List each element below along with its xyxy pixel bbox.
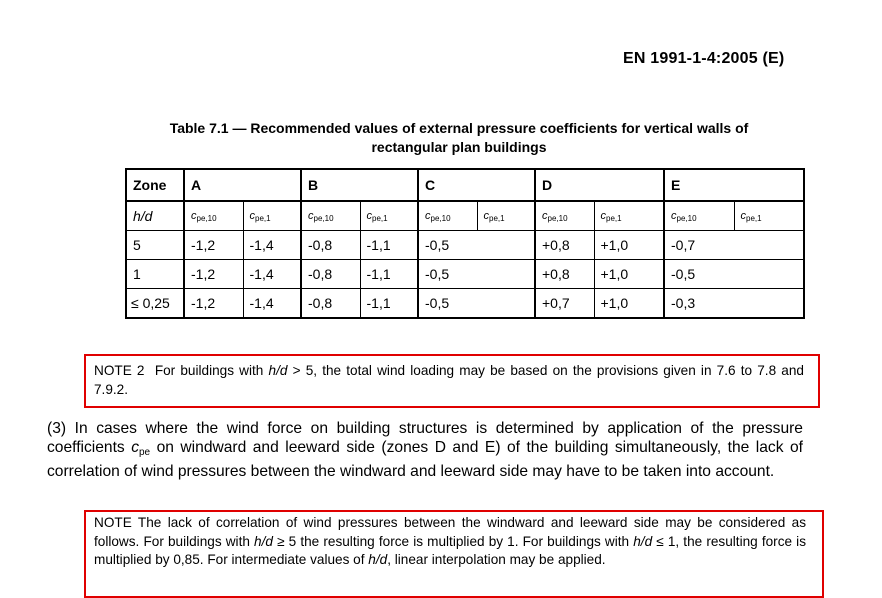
- pressure-coefficient-table: [125, 168, 805, 319]
- table-cell: -0,5: [418, 231, 535, 260]
- note-text: ≥ 5 the resulting force is multiplied by 1. For buildings with: [272, 533, 634, 549]
- note-2: [94, 362, 804, 399]
- table-cell: -0,8: [301, 289, 360, 319]
- coef-header: $c_{pe,10}$: [301, 201, 360, 231]
- note2-label: NOTE 2: [94, 363, 145, 378]
- table-cell: -1,1: [360, 289, 418, 319]
- hd-value: ≤ 0,25: [126, 289, 184, 319]
- table-row: [126, 289, 804, 319]
- table-cell: +1,0: [594, 231, 664, 260]
- clause3-coef-sub: pe: [139, 447, 151, 459]
- note-text: NOTE The lack of correlation of wind pressures between the windward and leeward side may be considered as follows. For buildings with: [94, 515, 806, 549]
- note2-hd: h/d: [268, 363, 288, 378]
- zone-header: Zone: [126, 169, 184, 201]
- table-cell: -1,2: [184, 289, 243, 319]
- zone-b-header: B: [301, 169, 418, 201]
- coef-header: $c_{pe,1}$: [734, 201, 804, 231]
- hd-value: 1: [126, 260, 184, 289]
- note2-text: For buildings with: [154, 363, 269, 378]
- table-cell: -0,8: [301, 231, 360, 260]
- zone-a-header: A: [184, 169, 301, 201]
- coefficient-header-row: [126, 201, 804, 231]
- table-cell: -0,8: [301, 260, 360, 289]
- table-cell: -0,7: [664, 231, 804, 260]
- coef-header: $c_{pe,10}$: [535, 201, 594, 231]
- table-cell: +1,0: [594, 289, 664, 319]
- note-hd: h/d: [254, 533, 273, 549]
- table-cell: -0,5: [418, 260, 535, 289]
- hd-header: h/d: [126, 201, 184, 231]
- clause3-text: (3) In cases where the wind force on building structures is determined by application of the pressure coefficients: [47, 420, 803, 457]
- table-row: [126, 260, 804, 289]
- note-hd: h/d: [633, 533, 653, 549]
- table-cell: -1,2: [184, 231, 243, 260]
- table-cell: -1,4: [243, 231, 301, 260]
- table-cell: +0,8: [535, 260, 594, 289]
- clause-3: [47, 419, 803, 482]
- zone-header-row: [126, 169, 804, 201]
- table-cell: -0,3: [664, 289, 804, 319]
- coef-header: $c_{pe,1}$: [477, 201, 535, 231]
- coef-header: $c_{pe,1}$: [243, 201, 301, 231]
- note-text: , linear interpolation may be applied.: [387, 552, 606, 567]
- zone-c-header: C: [418, 169, 535, 201]
- table-cell: -1,4: [243, 260, 301, 289]
- coef-header: $c_{pe,10}$: [184, 201, 243, 231]
- coef-header: $c_{pe,10}$: [418, 201, 477, 231]
- table-cell: -1,1: [360, 260, 418, 289]
- table-cell: -0,5: [418, 289, 535, 319]
- note2-text: > 5, the total wind loading may be based on the provisions given in 7.6 to 7.8 and 7.9.2.: [94, 363, 804, 397]
- hd-value: 5: [126, 231, 184, 260]
- caption-line-1: Table 7.1 — Recommended values of external pressure coefficients for vertical walls of: [169, 120, 749, 136]
- clause3-coef: c: [131, 439, 139, 457]
- table-cell: +1,0: [594, 260, 664, 289]
- note-correlation: [94, 514, 806, 570]
- note-text: ≤ 1, the resulting force is multiplied by 0,85. For intermediate values of: [94, 533, 806, 567]
- caption-line-2: rectangular plan buildings: [371, 139, 547, 155]
- note-hd: h/d: [368, 552, 388, 567]
- table-cell: +0,7: [535, 289, 594, 319]
- zone-e-header: E: [664, 169, 804, 201]
- coef-header: $c_{pe,10}$: [664, 201, 734, 231]
- coef-header: $c_{pe,1}$: [594, 201, 664, 231]
- zone-d-header: D: [535, 169, 664, 201]
- table-cell: -1,1: [360, 231, 418, 260]
- standard-id: EN 1991-1-4:2005 (E): [623, 50, 785, 67]
- table-cell: +0,8: [535, 231, 594, 260]
- table-cell: -1,2: [184, 260, 243, 289]
- table-cell: -1,4: [243, 289, 301, 319]
- clause3-text: on windward and leeward side (zones D and E) of the building simultaneously, the lack of correlation of wind pressures between the windward and leeward side may have to be taken into account.: [47, 439, 803, 481]
- table-caption: [110, 119, 808, 157]
- table-row: [126, 231, 804, 260]
- coef-header: $c_{pe,1}$: [360, 201, 418, 231]
- table-cell: -0,5: [664, 260, 804, 289]
